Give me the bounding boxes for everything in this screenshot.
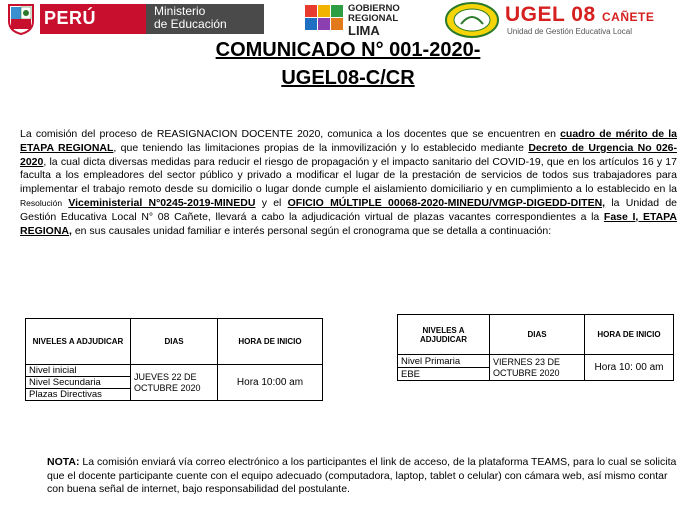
resolucion-ref: Viceministerial N°0245-2019-MINEDU — [68, 196, 256, 209]
header-dias: DIAS — [131, 319, 218, 365]
schedule-table-right — [397, 314, 674, 381]
schedule-table-left — [25, 318, 323, 401]
time-cell: Hora 10:00 am — [218, 365, 323, 401]
header-niveles: NIVELES A ADJUDICAR — [398, 315, 490, 355]
ministerio-logo-text: Ministerio de Educación — [154, 4, 227, 31]
header-dias: DIAS — [490, 315, 585, 355]
peru-coat-of-arms-icon — [6, 3, 36, 35]
level-cell: Nivel Secundaria — [26, 377, 131, 389]
peru-logo-text: PERÚ — [44, 8, 97, 28]
document-title-line2: UGEL08-C/CR — [281, 67, 415, 89]
day-cell: JUEVES 22 DE OCTUBRE 2020 — [131, 365, 218, 401]
body-paragraph: La comisión del proceso de REASIGNACION DOCENTE 2020, comunica a los docentes que se encuentren en cuadro de mérito de la ETAPA REGIONAL, que teniendo las limitaciones propias de la inmovilización y lo establecido mediante Decreto de Urgencia No 026-2020, la cual dicta diversas medidas para reducir el riesgo de propagación y el impacto sanitario del COVID-19, que en los artículos 16 y 17 faculta a los empleadores del sector público y privado a modificar el lugar de la prestación de servicios de todos sus trabajadores para implementar el trabajo remoto desde su domicilio o lugar donde cumple el aislamiento domiciliario y en cumplimiento a lo establecido en la Resolución Viceministerial N°0245-2019-MINEDU y el OFICIO MÚLTIPLE 00068-2020-MINEDU/VMGP-DIGEDD-DITEN, la Unidad de Gestión Educativa Local N° 08 Cañete, llevará a cabo la adjudicación virtual de plazas vacantes correspondientes a la Fase I, ETAPA REGIONA, en sus causales unidad familiar e interés personal según el cronograma que se detalla a continuación: — [20, 128, 677, 237]
level-cell: Plazas Directivas — [26, 389, 131, 401]
gobierno-regional-logo-text: GOBIERNO REGIONAL LIMA — [348, 3, 400, 38]
ministerio-logo-block — [146, 4, 264, 34]
day-cell: VIERNES 23 DE OCTUBRE 2020 — [490, 355, 585, 381]
fase-etapa-ref: Fase I, ETAPA REGIONA, — [20, 210, 677, 237]
time-cell: Hora 10: 00 am — [585, 355, 674, 381]
header-hora: HORA DE INICIO — [218, 319, 323, 365]
ugel-logo-subtitle: Unidad de Gestión Educativa Local — [507, 27, 632, 36]
nota-label: NOTA: — [47, 456, 80, 468]
document-title-line1: COMUNICADO N° 001-2020- — [215, 39, 481, 61]
level-cell: Nivel Primaria — [398, 355, 490, 368]
header-hora: HORA DE INICIO — [585, 315, 674, 355]
header-niveles: NIVELES A ADJUDICAR — [26, 319, 131, 365]
ugel-seal-icon — [445, 2, 499, 38]
level-cell: Nivel inicial — [26, 365, 131, 377]
nota-paragraph: NOTA: La comisión enviará vía correo electrónico a los participantes el link de acceso, de la plataforma TEAMS, para lo cual se solicita que el docente participante cuente con el equipo adecuado (computadora, laptop, tablet o celular) con cámara web, así mismo contar con buena señal de internet, bajo responsabilidad del postulante. — [47, 456, 677, 495]
level-cell: EBE — [398, 368, 490, 381]
gobierno-regional-logo-icon — [304, 3, 344, 33]
oficio-multiple-ref: OFICIO MÚLTIPLE 00068-2020-MINEDU/VMGP-DIGEDD-DITEN, — [287, 196, 606, 209]
header-logos — [0, 0, 696, 40]
cuadro-merito-ref: cuadro de mérito de la ETAPA REGIONAL — [20, 128, 677, 154]
ugel-logo-title: UGEL 08 CAÑETE — [505, 3, 655, 26]
decreto-urgencia-ref: Decreto de Urgencia No 026-2020 — [20, 141, 677, 168]
